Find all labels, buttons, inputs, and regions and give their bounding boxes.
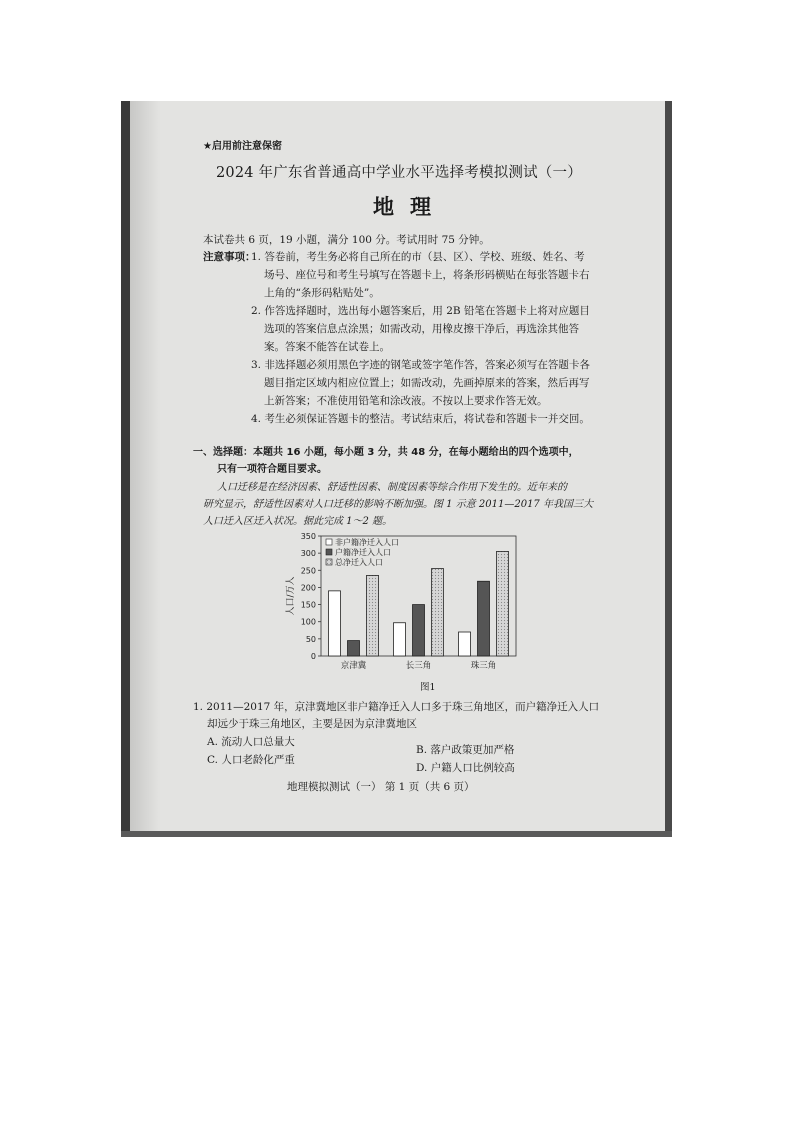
legend-label: 总净迁入人口 (335, 558, 383, 567)
x-category-label: 珠三角 (470, 661, 497, 671)
option-d: D. 户籍人口比例较高 (416, 762, 515, 774)
figure-caption: 图1 (420, 682, 436, 693)
note-1-line-1: 1. 答卷前，考生务必将自己所在的市（县、区）、学校、班级、姓名、考 (251, 251, 585, 263)
y-tick-label: 50 (305, 634, 316, 644)
legend-swatch (326, 559, 332, 565)
migration-bar-chart (281, 526, 521, 701)
passage-line-2: 研究显示，舒适性因素对人口迁移的影响不断加强。图 1 示意 2011—2017 年我国三大 (203, 499, 593, 510)
y-tick-label: 200 (300, 583, 316, 593)
bar-household (348, 641, 360, 656)
y-tick-label: 350 (300, 532, 316, 541)
document-photo (121, 101, 672, 837)
subject-title: 地理 (373, 195, 447, 219)
y-tick-label: 0 (310, 652, 316, 661)
exam-title: 2024 年广东省普通高中学业水平选择考模拟测试（一） (216, 165, 582, 181)
note-2-line-1: 2. 作答选择题时，选出每小题答案后，用 2B 铅笔在答题卡上将对应题目 (251, 305, 590, 317)
x-category-label: 长三角 (405, 661, 432, 671)
bar-total (432, 569, 444, 656)
section-heading-line-2: 只有一项符合题目要求。 (217, 464, 327, 475)
bar-total (367, 575, 379, 656)
y-tick-label: 300 (300, 549, 316, 559)
page-footer: 地理模拟测试（一） 第 1 页（共 6 页） (287, 781, 475, 793)
y-tick-label: 250 (300, 566, 316, 576)
bar-total (497, 551, 509, 656)
option-c: C. 人口老龄化严重 (207, 754, 295, 766)
note-3-line-2: 题目指定区域内相应位置上；如需改动，先画掉原来的答案，然后再写 (264, 377, 590, 389)
legend-swatch (326, 539, 332, 545)
question-1-stem-line-1: 1. 2011—2017 年，京津冀地区非户籍净迁入人口多于珠三角地区，而户籍净迁入人口 (193, 701, 600, 713)
y-tick-label: 100 (300, 617, 316, 627)
passage-line-1: 人口迁移是在经济因素、舒适性因素、制度因素等综合作用下发生的。近年来的 (217, 482, 567, 493)
x-category-label: 京津冀 (340, 661, 367, 671)
note-1-line-3: 上角的“条形码粘贴处”。 (264, 287, 380, 299)
note-4-line-1: 4. 考生必须保证答题卡的整洁。考试结束后，将试卷和答题卡一并交回。 (251, 413, 590, 425)
notes-label: 注意事项： (203, 251, 256, 263)
note-3-line-3: 上新答案；不准使用铅笔和涂改液。不按以上要求作答无效。 (264, 395, 548, 407)
bar-non-household (394, 623, 406, 656)
legend-label: 户籍净迁入人口 (335, 548, 391, 557)
section-heading-line-1: 一、选择题：本题共 16 小题，每小题 3 分，共 48 分，在每小题给出的四个选项中， (193, 447, 579, 458)
note-3-line-1: 3. 非选择题必须用黑色字迹的钢笔或签字笔作答，答案必须写在答题卡各 (251, 359, 590, 371)
note-1-line-2: 场号、座位号和考生号填写在答题卡上，将条形码横贴在每张答题卡右 (264, 269, 590, 281)
note-2-line-3: 案。答案不能答在试卷上。 (264, 341, 390, 353)
passage-line-3: 人口迁入区迁入状况。据此完成 1～2 题。 (203, 516, 393, 527)
intro-text: 本试卷共 6 页，19 小题，满分 100 分。考试用时 75 分钟。 (203, 234, 490, 246)
y-axis-label: 人口/万人 (286, 576, 296, 616)
legend-label: 非户籍净迁入人口 (335, 538, 399, 547)
bar-non-household (329, 591, 341, 656)
option-b: B. 落户政策更加严格 (416, 744, 515, 756)
legend-swatch (326, 549, 332, 555)
exam-page (121, 101, 672, 837)
y-tick-label: 150 (300, 600, 316, 610)
note-2-line-2: 选项的答案信息点涂黑；如需改动，用橡皮擦干净后，再选涂其他答 (264, 323, 579, 335)
option-a: A. 流动人口总量大 (207, 736, 295, 748)
bar-non-household (459, 632, 471, 656)
question-1-stem-line-2: 却远少于珠三角地区，主要是因为京津冀地区 (207, 718, 417, 730)
bar-household (413, 605, 425, 656)
confidential-mark: ★启用前注意保密 (203, 141, 282, 152)
bar-household (478, 581, 490, 656)
